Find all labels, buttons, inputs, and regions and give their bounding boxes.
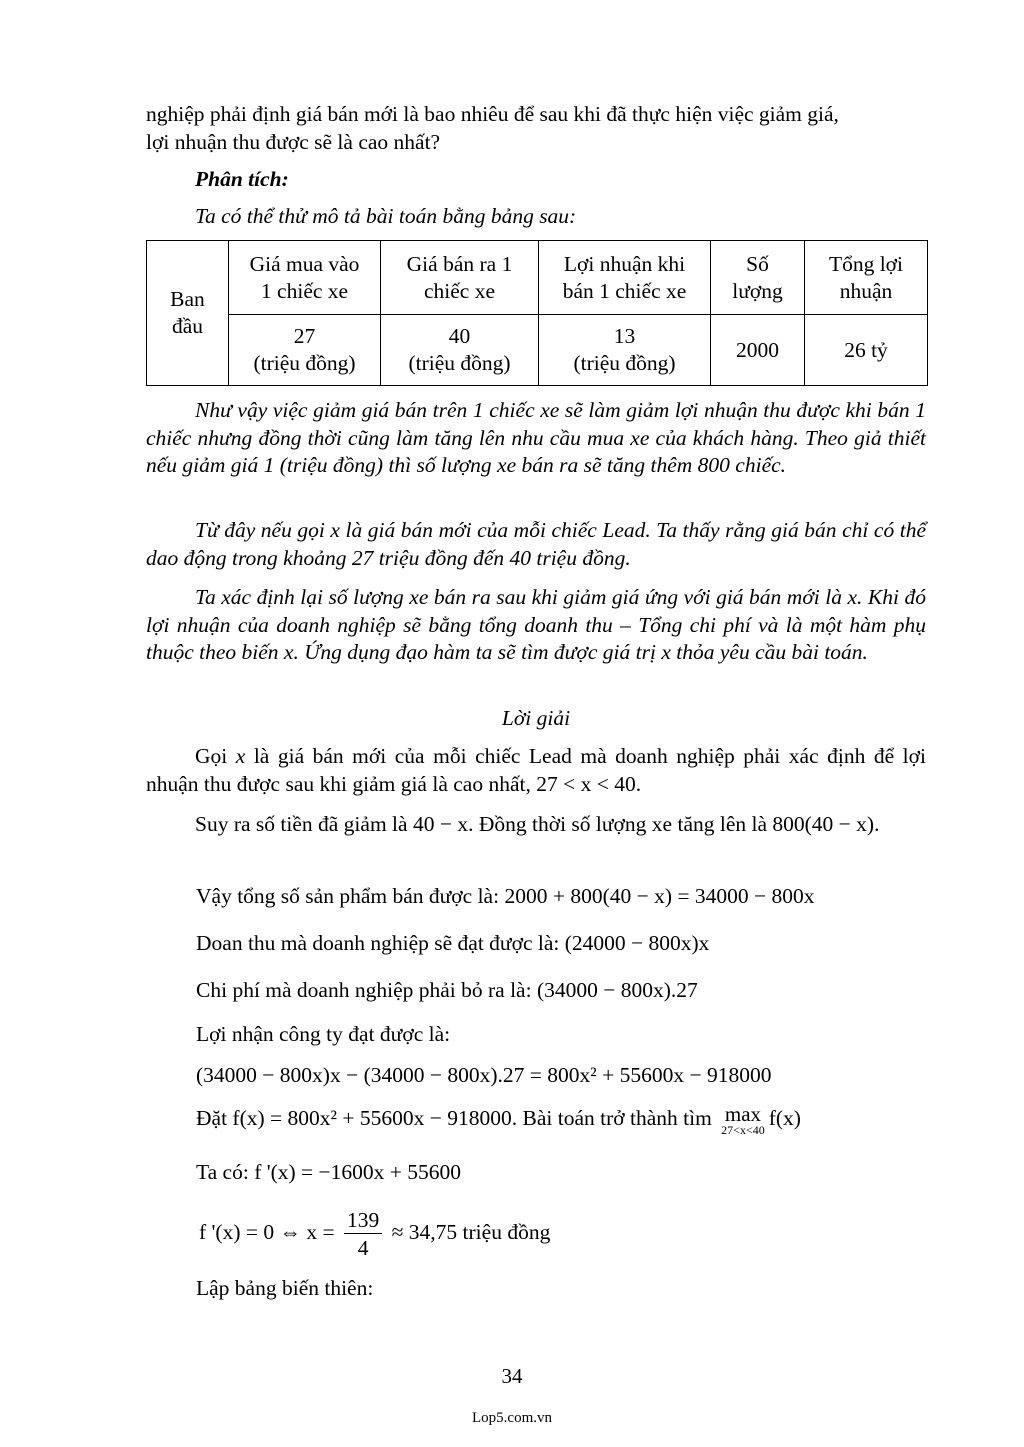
header-profit-per-unit: Lợi nhuận khi bán 1 chiếc xe <box>539 241 711 315</box>
total-quantity-expression: 2000 + 800(40 − x) = 34000 − 800x <box>504 884 815 908</box>
paragraph-3: Ta xác định lại số lượng xe bán ra sau khi giảm giá ứng với giá bán mới là x. Khi đó lợi nhuận của doanh nghiệp sẽ bằng tổng doanh thu – Tổng chi phí và là một hàm phụ thuộc theo biến x. Ứng dụng đạo hàm ta sẽ tìm được giá trị x thỏa yêu cầu bài toán. <box>146 585 926 664</box>
revenue-expression: (24000 − 800x)x <box>564 931 710 955</box>
solution-step-6: Lợi nhận công ty đạt được là: <box>196 1022 451 1046</box>
intro-paragraph <box>146 101 926 156</box>
value-total-profit: 26 tỷ <box>805 315 928 386</box>
table-value-row <box>147 315 928 386</box>
max-operator: max 27<x<40 <box>721 1102 765 1138</box>
table-header-row <box>147 241 928 315</box>
inequality-expression: 27 < x < 40. <box>536 771 642 796</box>
header-sell-price: Giá bán ra 1 chiếc xe <box>381 241 539 315</box>
value-profit-per-unit: 13 (triệu đồng) <box>539 315 711 386</box>
function-definition: f(x) = 800x² + 55600x − 918000 <box>232 1106 512 1130</box>
page-number: 34 <box>501 1364 523 1388</box>
solution-step-11: Lập bảng biến thiên: <box>196 1276 374 1300</box>
header-total-profit: Tổng lợi nhuận <box>805 241 928 315</box>
solution-step-3: Vậy tổng số sản phẩm bán được là: 2000 + 800(40 − x) = 34000 − 800x <box>196 884 815 908</box>
solution-step-2: Suy ra số tiền đã giảm là 40 − x. Đồng thời số lượng xe tăng lên là 800(40 − x). <box>195 812 880 836</box>
intro-line-1: nghiệp phải định giá bán mới là bao nhiêu để sau khi đã thực hiện việc giảm giá, <box>146 102 839 126</box>
cost-expression: (34000 − 800x).27 <box>536 978 698 1002</box>
header-buy-price: Giá mua vào 1 chiếc xe <box>229 241 381 315</box>
fraction: $\frac{139}{4}$ <box>344 1207 382 1262</box>
footer-site: Lop5.com.vn <box>472 1410 552 1426</box>
paragraph-2: Từ đây nếu gọi x là giá bán mới của mỗi chiếc Lead. Ta thấy rằng giá bán chỉ có thể dao động trong khoảng 27 triệu đồng đến 40 triệu đồng. <box>146 518 926 570</box>
solution-step-5: Chi phí mà doanh nghiệp phải bỏ ra là: (34000 − 800x).27 <box>196 978 698 1002</box>
solution-step-1: Gọi x là giá bán mới của mỗi chiếc Lead mà doanh nghiệp phải xác định để lợi nhuận thu được sau khi giảm giá là cao nhất, 27 < x < 40. <box>146 744 926 796</box>
value-quantity: 2000 <box>711 315 805 386</box>
value-buy-price: 27 (triệu đồng) <box>229 315 381 386</box>
header-quantity: Số lượng <box>711 241 805 315</box>
paragraph-1: Như vậy việc giảm giá bán trên 1 chiếc xe sẽ làm giảm lợi nhuận thu được khi bán 1 chiếc nhưng đồng thời cũng làm tăng lên nhu cầu mua xe của khách hàng. Theo giả thiết nếu giảm giá 1 (triệu đồng) thì số lượng xe bán ra sẽ tăng thêm 800 chiếc. <box>146 398 926 477</box>
analysis-table <box>146 240 928 386</box>
derivative-expression: f '(x) = −1600x + 55600 <box>254 1160 462 1184</box>
solution-step-8: Đặt f(x) = 800x² + 55600x − 918000. Bài toán trở thành tìm max 27<x<40 f(x) <box>196 1102 801 1138</box>
solution-step-10: f '(x) = 0 ⇔ x = $\frac{139}{4}$ ≈ 34,75 triệu đồng <box>199 1207 551 1260</box>
profit-equation: (34000 − 800x)x − (34000 − 800x).27 = 800x² + 55600x − 918000 <box>196 1063 772 1087</box>
table-intro: Ta có thể thử mô tả bài toán bằng bảng sau: <box>195 204 577 228</box>
value-sell-price: 40 (triệu đồng) <box>381 315 539 386</box>
solution-heading: Lời giải <box>501 706 571 730</box>
solution-step-9: Ta có: f '(x) = −1600x + 55600 <box>196 1160 462 1184</box>
analysis-heading: Phân tích: <box>195 167 289 191</box>
intro-line-2: lợi nhuận thu được sẽ là cao nhất? <box>146 129 441 154</box>
row-header-cell: Ban đầu <box>147 241 229 386</box>
solution-step-4: Doan thu mà doanh nghiệp sẽ đạt được là: (24000 − 800x)x <box>196 931 710 955</box>
